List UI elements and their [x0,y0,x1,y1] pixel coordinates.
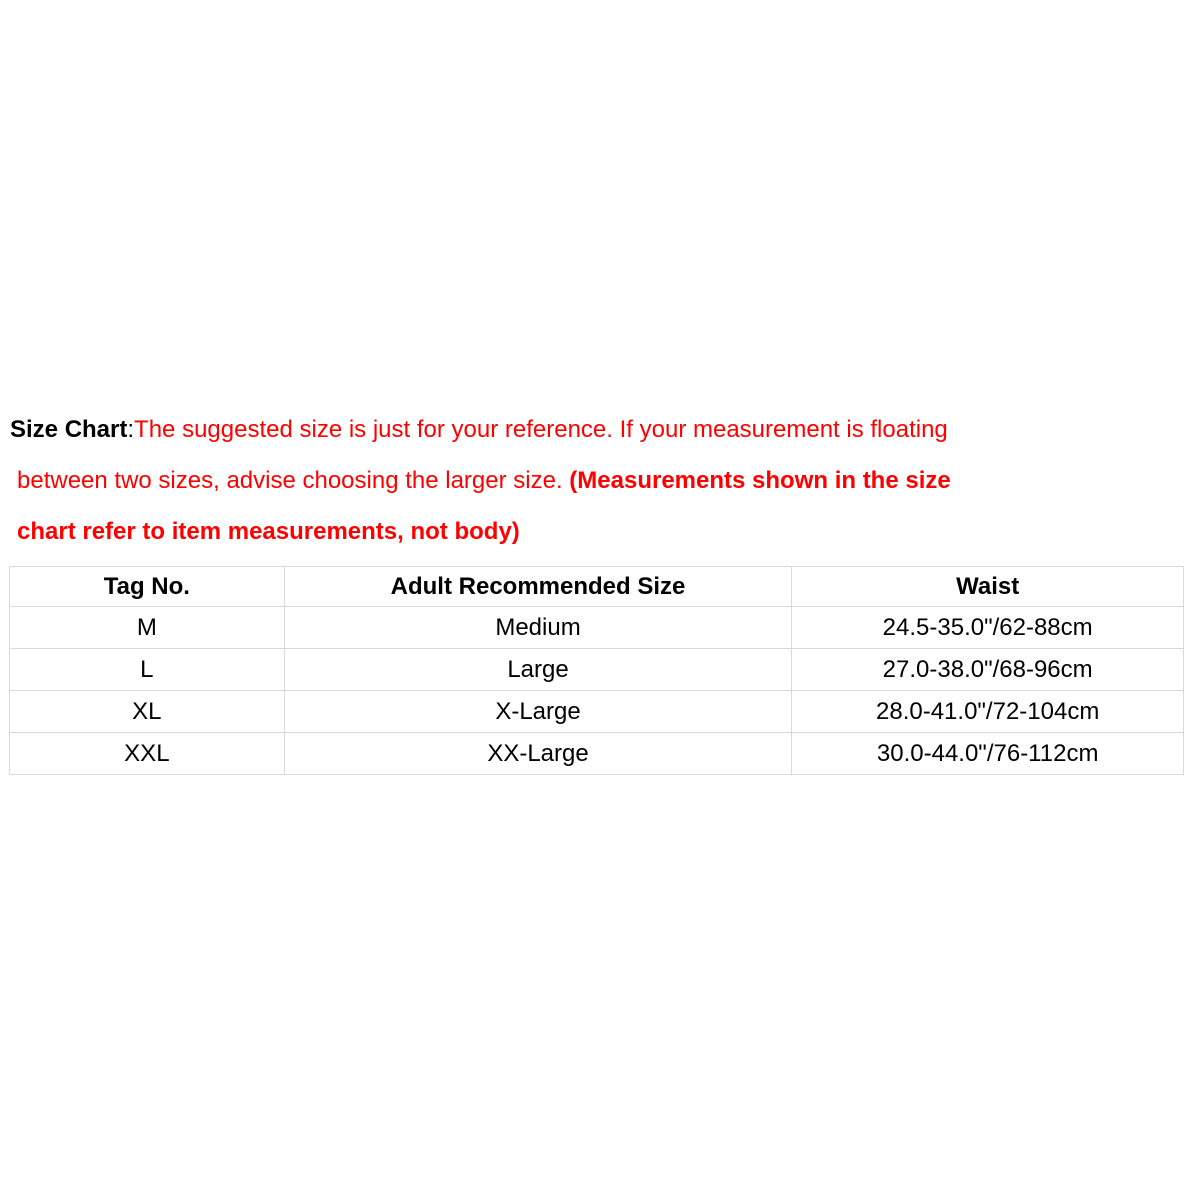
cell-tag-no: L [10,649,285,691]
intro-text-1: The suggested size is just for your reference. If your measurement is floating [134,416,948,443]
intro-note-2: chart refer to item measurements, not body) [17,518,520,545]
table-row [10,691,1184,733]
cell-adult-size: X-Large [284,691,792,733]
cell-waist: 30.0-44.0"/76-112cm [792,733,1184,775]
intro-line-2 [10,455,950,506]
header-adult-size: Adult Recommended Size [284,567,792,607]
size-chart-label: Size Chart [10,416,128,443]
intro-line-3 [10,506,950,557]
header-tag-no: Tag No. [10,567,285,607]
cell-adult-size: Large [284,649,792,691]
size-chart-intro [10,404,950,557]
cell-adult-size: Medium [284,607,792,649]
intro-note-1: (Measurements shown in the size [569,467,951,494]
cell-tag-no: M [10,607,285,649]
intro-text-2: between two sizes, advise choosing the larger size. [17,467,570,494]
header-waist: Waist [792,567,1184,607]
cell-waist: 27.0-38.0"/68-96cm [792,649,1184,691]
table-row [10,607,1184,649]
table-row [10,649,1184,691]
cell-waist: 28.0-41.0"/72-104cm [792,691,1184,733]
cell-tag-no: XL [10,691,285,733]
cell-tag-no: XXL [10,733,285,775]
intro-line-1 [10,404,950,455]
table-row [10,733,1184,775]
cell-waist: 24.5-35.0"/62-88cm [792,607,1184,649]
table-header-row [10,567,1184,607]
size-chart-colon: : [127,416,135,443]
size-table [9,566,1184,775]
cell-adult-size: XX-Large [284,733,792,775]
